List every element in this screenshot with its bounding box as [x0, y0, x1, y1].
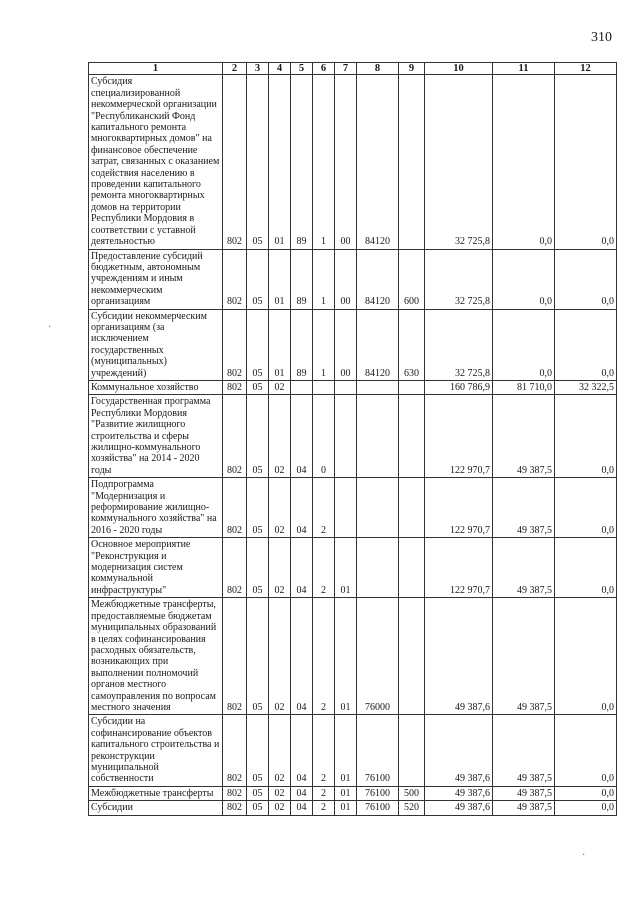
classification-code [399, 395, 425, 478]
margin-mark: · [48, 322, 52, 333]
budget-table [88, 62, 617, 816]
classification-code: 01 [335, 538, 357, 598]
column-header: 8 [357, 63, 399, 75]
classification-code: 2 [313, 786, 335, 800]
classification-code: 802 [223, 249, 247, 309]
classification-code: 02 [269, 380, 291, 394]
classification-code [399, 598, 425, 715]
row-description: Коммунальное хозяйство [89, 380, 223, 394]
amount-cell: 0,0 [555, 801, 617, 815]
amount-cell: 32 725,8 [425, 249, 493, 309]
classification-code: 04 [291, 395, 313, 478]
classification-code [399, 75, 425, 249]
column-header: 11 [493, 63, 555, 75]
classification-code: 802 [223, 598, 247, 715]
table-row [89, 538, 617, 598]
classification-code: 00 [335, 309, 357, 380]
amount-cell: 49 387,6 [425, 801, 493, 815]
classification-code: 2 [313, 538, 335, 598]
classification-code: 02 [269, 598, 291, 715]
amount-cell: 49 387,5 [493, 598, 555, 715]
row-description: Государственная программа Республики Мордовия "Развитие жилищного строительства и сферы жилищно-коммунального хозяйства" на 2014 - 2020 годы [89, 395, 223, 478]
classification-code: 802 [223, 538, 247, 598]
classification-code: 01 [335, 786, 357, 800]
classification-code: 01 [269, 75, 291, 249]
classification-code: 802 [223, 715, 247, 786]
row-description: Подпрограмма "Модернизация и реформирование жилищно-коммунального хозяйства" на 2016 - 2020 годы [89, 478, 223, 538]
column-header: 1 [89, 63, 223, 75]
classification-code: 76100 [357, 715, 399, 786]
classification-code: 2 [313, 478, 335, 538]
table-row [89, 801, 617, 815]
amount-cell: 49 387,5 [493, 801, 555, 815]
classification-code: 89 [291, 249, 313, 309]
amount-cell: 0,0 [493, 75, 555, 249]
classification-code [335, 380, 357, 394]
amount-cell: 49 387,6 [425, 715, 493, 786]
amount-cell: 32 725,8 [425, 309, 493, 380]
classification-code: 630 [399, 309, 425, 380]
classification-code: 2 [313, 801, 335, 815]
classification-code: 02 [269, 801, 291, 815]
classification-code: 04 [291, 715, 313, 786]
classification-code: 600 [399, 249, 425, 309]
table-row [89, 786, 617, 800]
classification-code: 04 [291, 538, 313, 598]
classification-code [399, 380, 425, 394]
amount-cell: 49 387,5 [493, 538, 555, 598]
row-description: Межбюджетные трансферты, предоставляемые бюджетам муниципальных образований в целях софинансирования расходных обязательств, возникающих при выполнении полномочий органов местного самоуправления по вопросам местного значения [89, 598, 223, 715]
amount-cell: 122 970,7 [425, 538, 493, 598]
classification-code: 76000 [357, 598, 399, 715]
classification-code: 05 [247, 249, 269, 309]
margin-mark: · [582, 850, 586, 861]
amount-cell: 0,0 [555, 715, 617, 786]
classification-code: 01 [335, 715, 357, 786]
classification-code: 00 [335, 75, 357, 249]
amount-cell: 0,0 [493, 249, 555, 309]
classification-code: 802 [223, 786, 247, 800]
classification-code: 02 [269, 715, 291, 786]
amount-cell: 49 387,6 [425, 786, 493, 800]
classification-code: 02 [269, 395, 291, 478]
amount-cell: 49 387,5 [493, 715, 555, 786]
row-description: Субсидии [89, 801, 223, 815]
classification-code: 05 [247, 598, 269, 715]
classification-code [357, 538, 399, 598]
column-header: 9 [399, 63, 425, 75]
row-description: Субсидии некоммерческим организациям (за исключением государственных (муниципальных) учреждений) [89, 309, 223, 380]
amount-cell: 49 387,5 [493, 478, 555, 538]
amount-cell: 32 322,5 [555, 380, 617, 394]
classification-code: 05 [247, 478, 269, 538]
classification-code [335, 478, 357, 538]
column-header: 4 [269, 63, 291, 75]
classification-code: 04 [291, 801, 313, 815]
classification-code: 05 [247, 380, 269, 394]
classification-code: 802 [223, 380, 247, 394]
classification-code: 01 [335, 801, 357, 815]
row-description: Субсидии на софинансирование объектов капитального строительства и реконструкции муниципальной собственности [89, 715, 223, 786]
classification-code: 500 [399, 786, 425, 800]
amount-cell: 49 387,6 [425, 598, 493, 715]
classification-code: 04 [291, 478, 313, 538]
classification-code: 01 [269, 249, 291, 309]
row-description: Межбюджетные трансферты [89, 786, 223, 800]
classification-code: 2 [313, 598, 335, 715]
classification-code: 01 [269, 309, 291, 380]
classification-code: 01 [335, 598, 357, 715]
classification-code: 802 [223, 309, 247, 380]
classification-code: 02 [269, 786, 291, 800]
amount-cell: 0,0 [555, 538, 617, 598]
classification-code: 05 [247, 786, 269, 800]
classification-code: 05 [247, 538, 269, 598]
amount-cell: 0,0 [555, 598, 617, 715]
column-header: 3 [247, 63, 269, 75]
classification-code: 2 [313, 715, 335, 786]
classification-code [291, 380, 313, 394]
classification-code: 05 [247, 801, 269, 815]
amount-cell: 0,0 [555, 309, 617, 380]
amount-cell: 49 387,5 [493, 395, 555, 478]
page-number: 310 [591, 30, 612, 45]
amount-cell: 0,0 [555, 786, 617, 800]
table-row [89, 249, 617, 309]
amount-cell: 0,0 [493, 309, 555, 380]
classification-code: 1 [313, 249, 335, 309]
classification-code [399, 478, 425, 538]
classification-code: 05 [247, 75, 269, 249]
amount-cell: 0,0 [555, 395, 617, 478]
amount-cell: 122 970,7 [425, 478, 493, 538]
classification-code: 84120 [357, 309, 399, 380]
classification-code: 802 [223, 395, 247, 478]
table-row [89, 309, 617, 380]
amount-cell: 160 786,9 [425, 380, 493, 394]
row-description: Субсидия специализированной некоммерческой организации "Республиканский Фонд капитального ремонта многоквартирных домов" на финансовое обеспечение затрат, связанных с оказанием содействия населению в проведении капитального ремонта многоквартирных домов на территории Республики Мордовия в соответствии с уставной деятельностью [89, 75, 223, 249]
column-header: 7 [335, 63, 357, 75]
table-row [89, 478, 617, 538]
classification-code [357, 478, 399, 538]
classification-code: 76100 [357, 786, 399, 800]
classification-code: 1 [313, 75, 335, 249]
column-header: 6 [313, 63, 335, 75]
classification-code: 0 [313, 395, 335, 478]
table-row [89, 380, 617, 394]
amount-cell: 0,0 [555, 478, 617, 538]
classification-code [357, 395, 399, 478]
classification-code: 1 [313, 309, 335, 380]
classification-code: 520 [399, 801, 425, 815]
classification-code: 05 [247, 715, 269, 786]
column-header: 10 [425, 63, 493, 75]
table-row [89, 598, 617, 715]
classification-code: 802 [223, 478, 247, 538]
classification-code [313, 380, 335, 394]
column-header: 2 [223, 63, 247, 75]
classification-code [399, 715, 425, 786]
table-header-row [89, 63, 617, 75]
classification-code: 05 [247, 395, 269, 478]
amount-cell: 122 970,7 [425, 395, 493, 478]
classification-code: 00 [335, 249, 357, 309]
amount-cell: 81 710,0 [493, 380, 555, 394]
classification-code: 05 [247, 309, 269, 380]
table-row [89, 715, 617, 786]
classification-code [357, 380, 399, 394]
classification-code: 89 [291, 75, 313, 249]
row-description: Основное мероприятие "Реконструкция и модернизация систем коммунальной инфраструктуры" [89, 538, 223, 598]
classification-code: 84120 [357, 249, 399, 309]
classification-code: 89 [291, 309, 313, 380]
classification-code: 04 [291, 786, 313, 800]
classification-code [399, 538, 425, 598]
amount-cell: 32 725,8 [425, 75, 493, 249]
classification-code: 04 [291, 598, 313, 715]
column-header: 12 [555, 63, 617, 75]
classification-code: 802 [223, 75, 247, 249]
classification-code: 84120 [357, 75, 399, 249]
classification-code: 02 [269, 538, 291, 598]
amount-cell: 0,0 [555, 249, 617, 309]
row-description: Предоставление субсидий бюджетным, автономным учреждениям и иным некоммерческим организациям [89, 249, 223, 309]
amount-cell: 49 387,5 [493, 786, 555, 800]
classification-code: 76100 [357, 801, 399, 815]
table-row [89, 395, 617, 478]
table-row [89, 75, 617, 249]
amount-cell: 0,0 [555, 75, 617, 249]
classification-code: 802 [223, 801, 247, 815]
classification-code: 02 [269, 478, 291, 538]
column-header: 5 [291, 63, 313, 75]
classification-code [335, 395, 357, 478]
